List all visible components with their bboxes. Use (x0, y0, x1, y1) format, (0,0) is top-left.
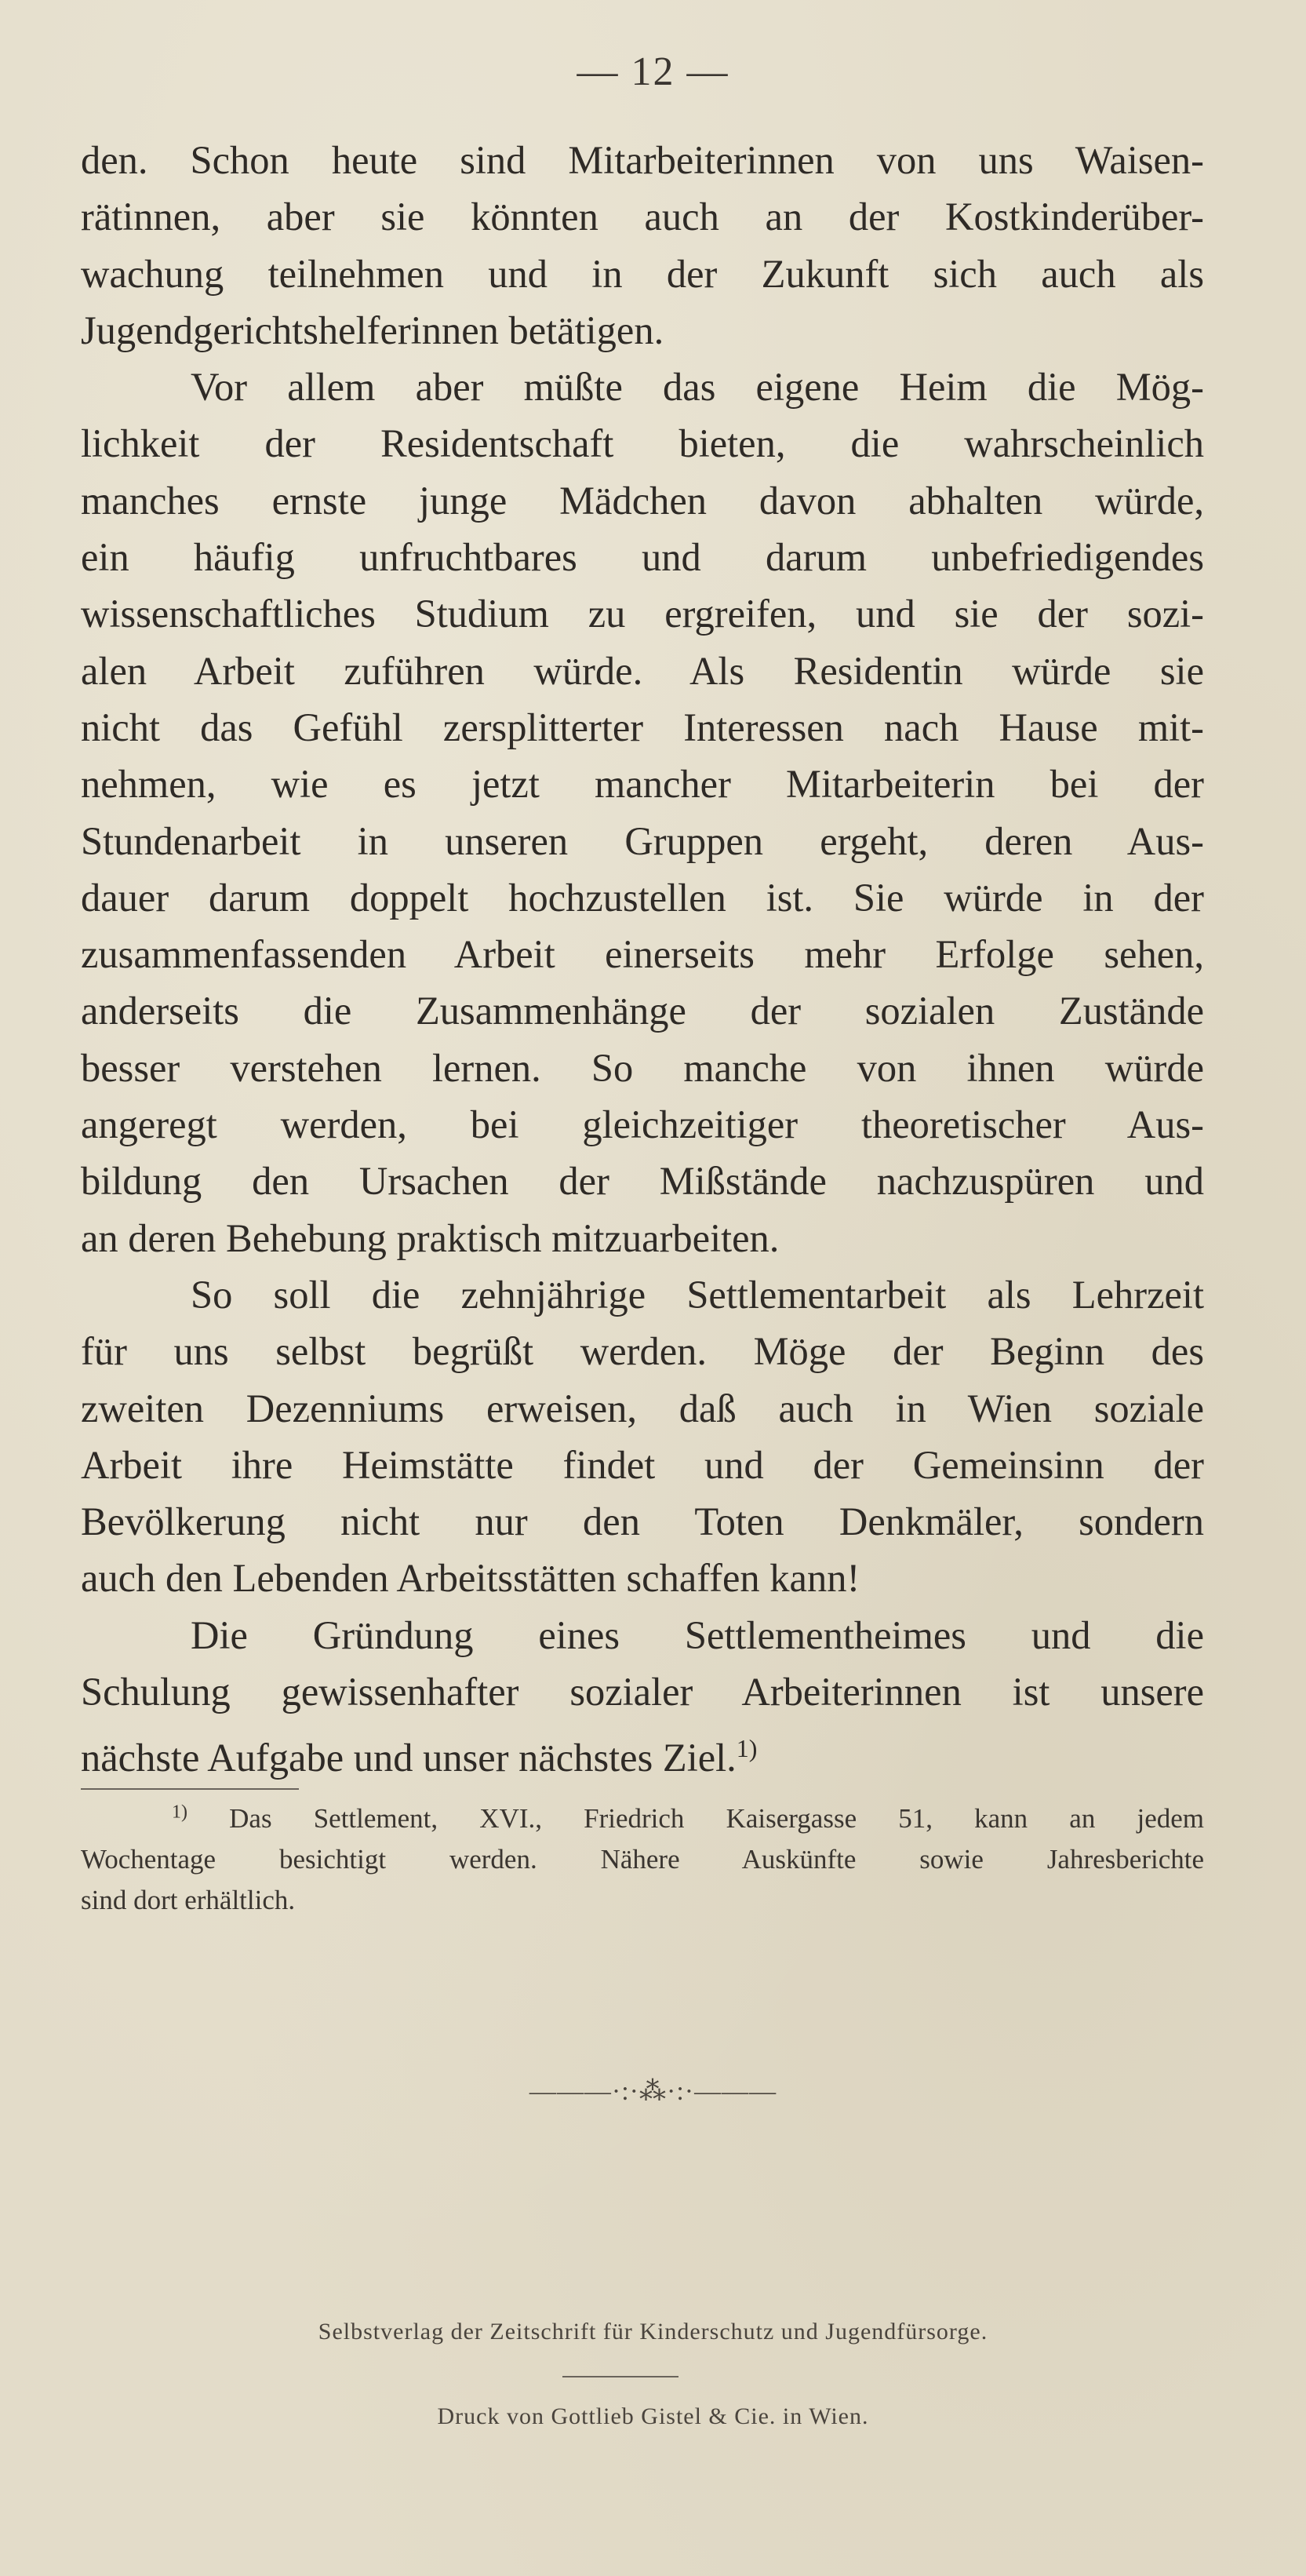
body-line: ein häufig unfruchtbares und darum unbefriedigendes (81, 535, 1204, 580)
body-line-text: nächste Aufgabe und unser nächstes Ziel. (81, 1736, 737, 1780)
body-line: den. Schon heute sind Mitarbeiterinnen von uns Waisen- (81, 138, 1204, 182)
body-line: nicht das Gefühl zersplitterter Interessen nach Hause mit- (81, 705, 1204, 749)
body-line: an deren Behebung praktisch mitzuarbeiten. (81, 1215, 780, 1260)
body-line: wachung teilnehmen und in der Zukunft sich auch als (81, 251, 1204, 296)
body-line: bildung den Ursachen der Mißstände nachzuspüren und (81, 1159, 1204, 1204)
footnote-line: sind dort erhältlich. (81, 1885, 296, 1915)
footnote-divider (81, 1788, 299, 1790)
body-line: alen Arbeit zuführen würde. Als Residentin würde sie (81, 648, 1204, 693)
footnote-marker: 1) (172, 1802, 187, 1823)
body-line: auch den Lebenden Arbeitsstätten schaffen kann! (81, 1556, 860, 1601)
footnote-line: Wochentage besichtigt werden. Nähere Auskünfte sowie Jahresberichte (81, 1844, 1204, 1875)
body-line: So soll die zehnjährige Settlementarbeit als Lehrzeit (191, 1272, 1204, 1317)
footnote-line (81, 1798, 1204, 1839)
body-line: anderseits die Zusammenhänge der sozialen Zustände (81, 989, 1204, 1033)
body-line: Die Gründung eines Settlementheimes und die (191, 1612, 1204, 1657)
body-line: für uns selbst begrüßt werden. Möge der Beginn des (81, 1329, 1204, 1374)
body-line: lichkeit der Residentschaft bieten, die wahrscheinlich (81, 421, 1204, 466)
body-line: nehmen, wie es jetzt mancher Mitarbeiterin bei der (81, 762, 1204, 807)
body-line: angeregt werden, bei gleichzeitiger theoretischer Aus- (81, 1102, 1204, 1147)
body-line: Vor allem aber müßte das eigene Heim die Mög- (191, 365, 1204, 410)
body-line: manches ernste junge Mädchen davon abhalten würde, (81, 478, 1204, 523)
page-number: — 12 — (577, 49, 729, 94)
footnote-reference: 1) (736, 1734, 758, 1763)
body-line: Bevölkerung nicht nur den Toten Denkmäler, sondern (81, 1499, 1204, 1544)
body-line: Stundenarbeit in unseren Gruppen ergeht, deren Aus- (81, 818, 1204, 863)
publisher-imprint: Selbstverlag der Zeitschrift für Kinderschutz und Jugendfürsorge. (318, 2319, 988, 2345)
body-line: rätinnen, aber sie könnten auch an der Kostkinderüber- (81, 195, 1204, 239)
body-line: wissenschaftliches Studium zu ergreifen, und sie der sozi- (81, 592, 1204, 636)
body-line: zusammenfassenden Arbeit einerseits mehr Erfolge sehen, (81, 932, 1204, 977)
body-line: dauer darum doppelt hochzustellen ist. Sie würde in der (81, 875, 1204, 920)
ornament-divider: ———·:·⁂·:·——— (529, 2077, 777, 2106)
body-line: Arbeit ihre Heimstätte findet und der Gemeinsinn der (81, 1442, 1204, 1487)
body-line: Schulung gewissenhafter sozialer Arbeiterinnen ist unsere (81, 1670, 1204, 1714)
footnote-text: Das Settlement, XVI., Friedrich Kaisergasse 51, kann an jedem (229, 1803, 1204, 1834)
printer-imprint: Druck von Gottlieb Gistel & Cie. in Wien. (437, 2403, 869, 2429)
body-line: zweiten Dezenniums erweisen, daß auch in Wien soziale (81, 1386, 1204, 1430)
body-line-last (81, 1720, 1204, 1780)
body-line: Jugendgerichtshelferinnen betätigen. (81, 308, 664, 352)
footnote (81, 1798, 1204, 1921)
imprint-divider (562, 2376, 678, 2377)
body-text (81, 132, 1204, 1780)
body-line: besser verstehen lernen. So manche von ihnen würde (81, 1045, 1204, 1090)
